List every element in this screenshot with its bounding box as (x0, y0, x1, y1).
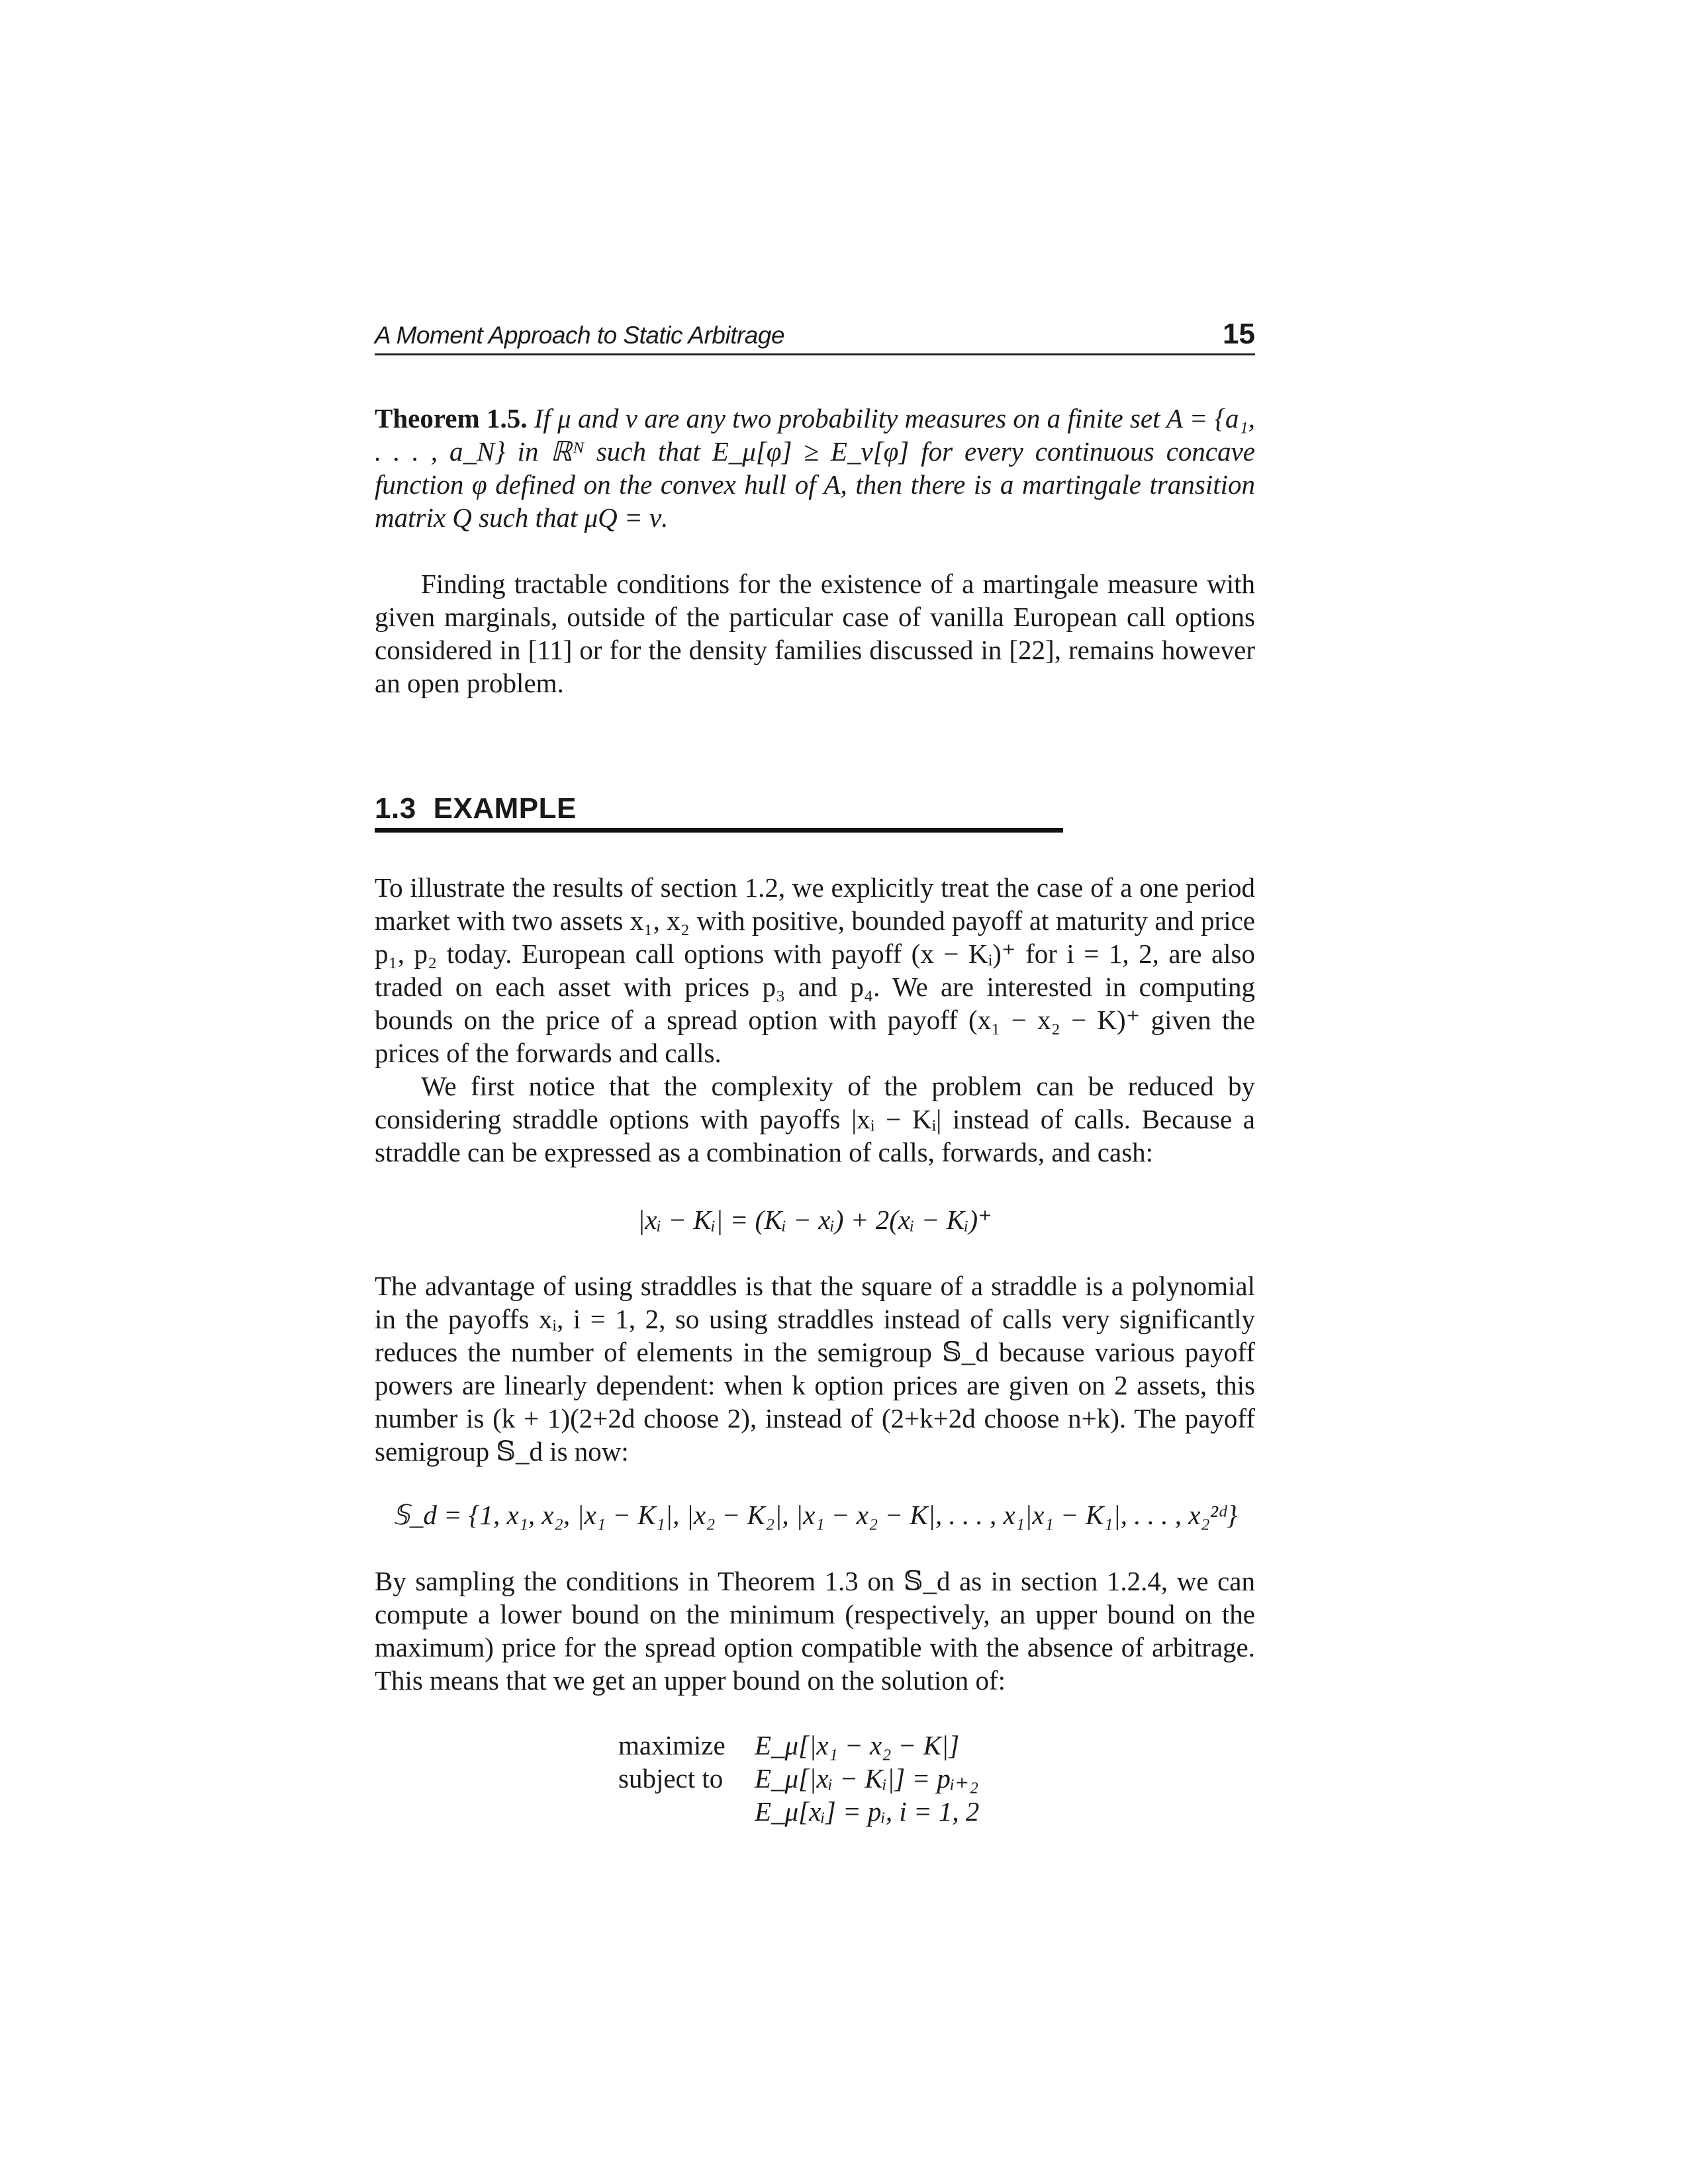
equation-semigroup: 𝕊_d = {1, x₁, x₂, |x₁ − K₁|, |x₂ − K₂|, |x₁ − x₂ − K|, . . . , x₁|x₁ − K₁|, . . . , x₂²ᵈ} (392, 1500, 1238, 1530)
constraint-row-2 (618, 1795, 1255, 1828)
objective-expression: E_μ[|x₁ − x₂ − K|] (755, 1730, 960, 1760)
objective-row (618, 1729, 1255, 1762)
section-heading (375, 792, 1063, 833)
running-head-title: A Moment Approach to Static Arbitrage (375, 322, 785, 349)
paragraph-sampling: By sampling the conditions in Theorem 1.3 on 𝕊_d as in section 1.2.4, we can compute a lower bound on the minimum (respectively, an upper bound on the maximum) price for the spread option compatible with the absence of arbitrage. This means that we get an upper bound on the solution of: (375, 1566, 1255, 1696)
section-number: 1.3 (375, 792, 416, 825)
constraint-row-1 (618, 1762, 1255, 1795)
maximize-label: maximize (618, 1730, 726, 1760)
section-title: EXAMPLE (433, 792, 577, 825)
page-number: 15 (1223, 318, 1255, 350)
subject-to-label: subject to (618, 1763, 724, 1794)
optimization-problem (618, 1729, 1255, 1828)
equation-straddle: |xᵢ − Kᵢ| = (Kᵢ − xᵢ) + 2(xᵢ − Kᵢ)⁺ (637, 1205, 992, 1235)
running-head (375, 311, 1255, 355)
theorem-label: Theorem 1.5. (375, 403, 528, 433)
paragraph-advantage: The advantage of using straddles is that the square of a straddle is a polynomial in the payoffs xᵢ, i = 1, 2, so using straddles instead of calls very significantly reduces the number of elements in the semigroup 𝕊_d because various payoff powers are linearly dependent: when k option prices are given on 2 assets, this number is (k + 1)(2+2d choose 2), instead of (2+k+2d choose n+k). The payoff semigroup 𝕊_d is now: (375, 1271, 1255, 1467)
paragraph-tractable-conditions: Finding tractable conditions for the existence of a martingale measure with given marginals, outside of the particular case of vanilla European call options considered in [11] or for the density families discussed in [22], remains however an open problem. (375, 569, 1255, 698)
paragraph-illustrate: To illustrate the results of section 1.2, we explicitly treat the case of a one period market with two assets x₁, x₂ with positive, bounded payoff at maturity and price p₁, p₂ today. European call options with payoff (x − Kᵢ)⁺ for i = 1, 2, are also traded on each asset with prices p₃ and p₄. We are interested in computing bounds on the price of a spread option with payoff (x₁ − x₂ − K)⁺ given the prices of the forwards and calls. (375, 872, 1255, 1068)
constraint-straddle: E_μ[|xᵢ − Kᵢ|] = pᵢ₊₂ (755, 1763, 979, 1794)
constraint-forward: E_μ[xᵢ] = pᵢ, i = 1, 2 (755, 1796, 980, 1827)
paragraph-straddle-intro: We first notice that the complexity of the problem can be reduced by considering straddle options with payoffs |xᵢ − Kᵢ| instead of calls. Because a straddle can be expressed as a combination of calls, forwards, and cash: (375, 1071, 1255, 1167)
theorem-1-5 (375, 402, 1255, 534)
theorem-text: If μ and ν are any two probability measures on a finite set A = {a₁, . . . , a_N} in ℝᴺ such that E_μ[φ] ≥ E_ν[φ] for every continuous concave function φ defined on the convex hull of A, then there is a martingale transition matrix Q such that μQ = ν. (375, 403, 1256, 533)
page (375, 311, 1255, 1828)
